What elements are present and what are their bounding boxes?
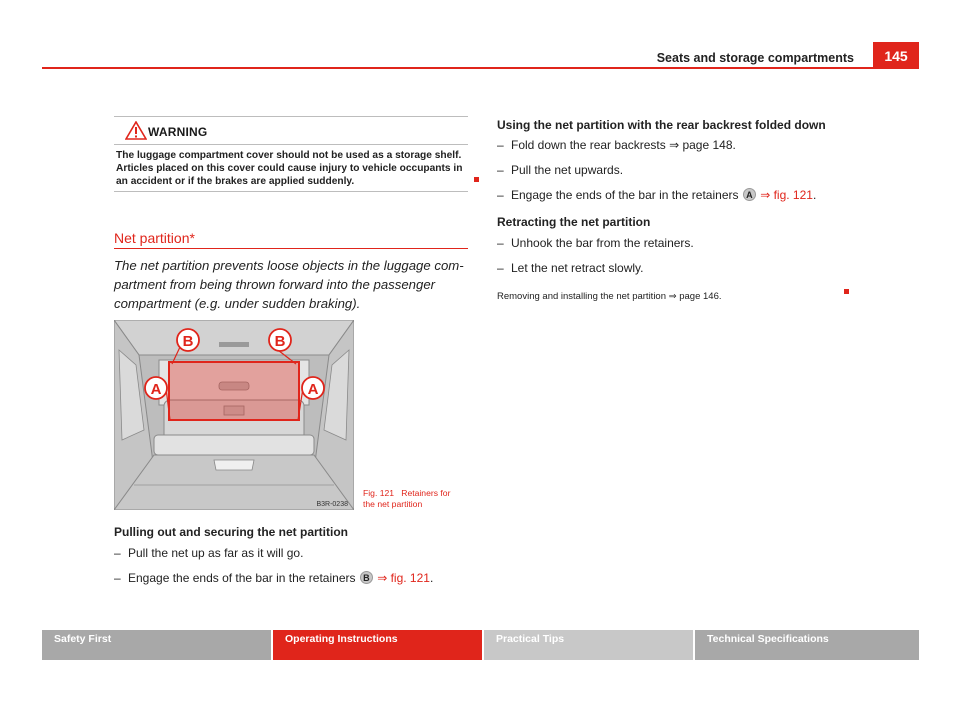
footer-tab-technical-specifications[interactable]: Technical Specifications bbox=[695, 630, 919, 660]
retainer-b-marker: B bbox=[360, 571, 373, 584]
retracting-step-2: – Let the net retract slowly. bbox=[497, 261, 644, 275]
section-title: Net partition* bbox=[114, 230, 195, 246]
section-intro: The net partition prevents loose objects in the luggage com-partment from being thrown forward into the passenger compartment (e.g. under sudden braking). bbox=[114, 258, 464, 311]
page-number: 145 bbox=[873, 42, 919, 68]
folded-step-1: – Fold down the rear backrests ⇒ page 148. bbox=[497, 138, 736, 152]
section-divider bbox=[114, 248, 468, 249]
warning-triangle-icon bbox=[125, 121, 147, 140]
figure-caption-number: Fig. 121 bbox=[363, 488, 395, 498]
section-end-marker bbox=[474, 177, 479, 182]
pulling-step-1: – Pull the net up as far as it will go. bbox=[114, 546, 304, 560]
pulling-heading: Pulling out and securing the net partition bbox=[114, 525, 348, 539]
retracting-step-1: – Unhook the bar from the retainers. bbox=[497, 236, 694, 250]
svg-text:B: B bbox=[182, 333, 194, 350]
figure-callout-a-right bbox=[302, 377, 324, 399]
warning-text: The luggage compartment cover should not be used as a storage shelf. Articles placed on this cover could cause injury to vehicle occupants in an accident or if the brakes are applied suddenly. bbox=[116, 150, 463, 187]
header-divider bbox=[42, 67, 919, 69]
fig-121-link[interactable]: ⇒ fig. 121 bbox=[377, 571, 430, 585]
footer-tab-safety-first[interactable]: Safety First bbox=[42, 630, 271, 660]
pulling-step-2: – Engage the ends of the bar in the retainers B ⇒ fig. 121. bbox=[114, 571, 434, 585]
running-header-title: Seats and storage compartments bbox=[656, 51, 854, 65]
folded-step-3: – Engage the ends of the bar in the retainers A ⇒ fig. 121. bbox=[497, 188, 817, 202]
folded-heading: Using the net partition with the rear backrest folded down bbox=[497, 118, 826, 132]
svg-text:A: A bbox=[150, 381, 162, 398]
svg-text:B: B bbox=[274, 333, 286, 350]
svg-text:A: A bbox=[307, 381, 319, 398]
fig-121-link-2[interactable]: ⇒ fig. 121 bbox=[760, 188, 813, 202]
figure-callout-b-right bbox=[269, 329, 291, 351]
footer-tab-practical-tips[interactable]: Practical Tips bbox=[484, 630, 693, 660]
figure-callout-a-left bbox=[145, 377, 167, 399]
section-end-marker-2 bbox=[844, 289, 849, 294]
retracting-note: Removing and installing the net partition ⇒ page 146. bbox=[497, 291, 722, 302]
figure-luggage-compartment bbox=[114, 320, 354, 510]
retracting-heading: Retracting the net partition bbox=[497, 215, 651, 229]
luggage-compartment-illustration bbox=[114, 320, 354, 510]
figure-code: B3R-0238 bbox=[316, 501, 348, 508]
figure-caption bbox=[363, 488, 463, 510]
folded-step-2: – Pull the net upwards. bbox=[497, 163, 624, 177]
figure-caption-text: Retainers for the net partition bbox=[363, 488, 451, 509]
warning-box bbox=[114, 116, 468, 192]
footer-tab-operating-instructions[interactable]: Operating Instructions bbox=[273, 630, 482, 660]
warning-title: WARNING bbox=[148, 125, 208, 139]
retainer-a-marker: A bbox=[743, 188, 756, 201]
warning-header bbox=[114, 117, 468, 145]
figure-callout-b-left bbox=[177, 329, 199, 351]
